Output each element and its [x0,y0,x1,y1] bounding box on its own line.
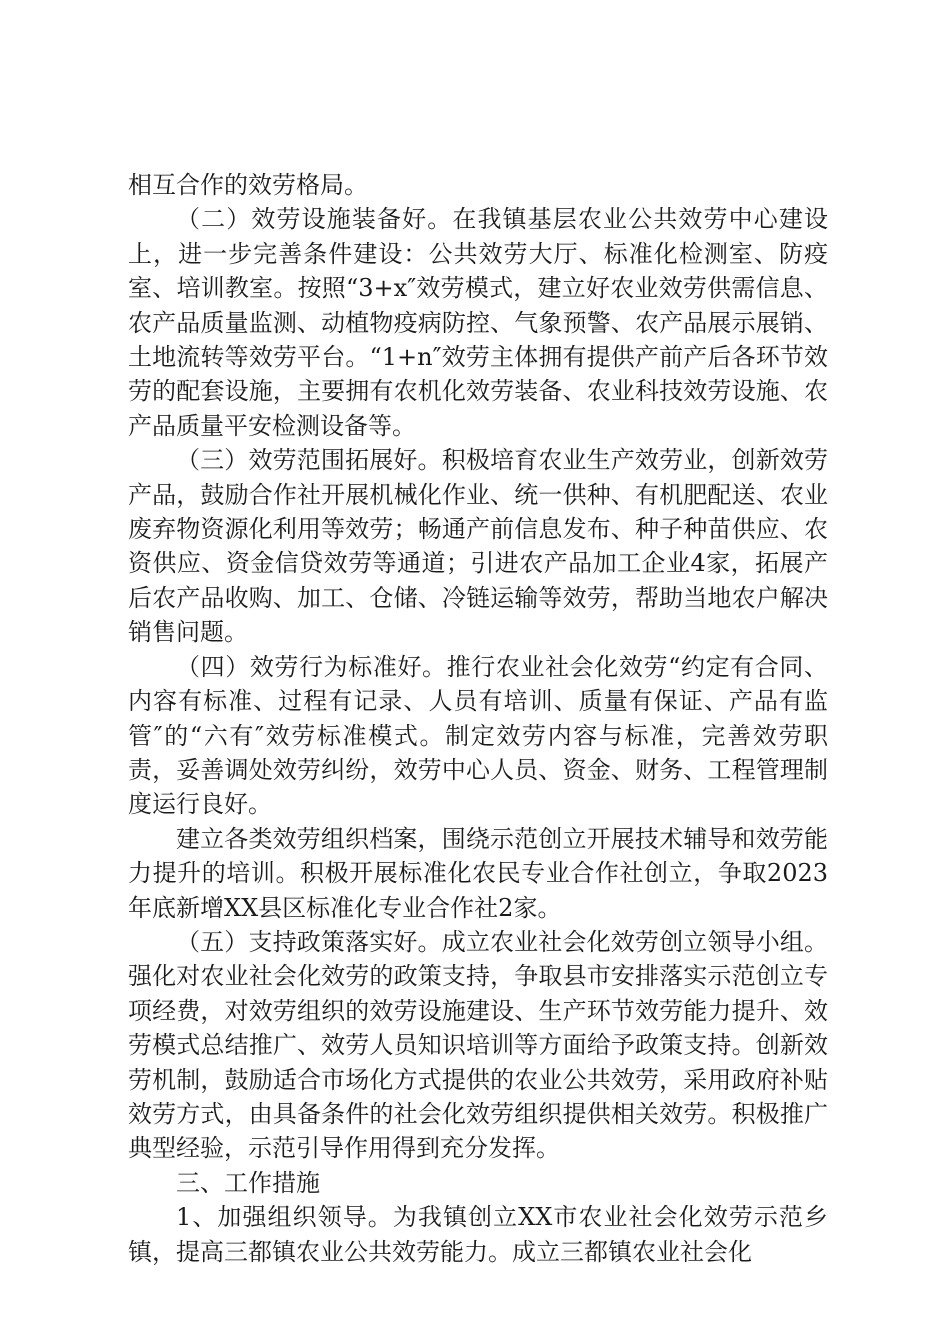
paragraph-organization: 1、加强组织领导。为我镇创立XX市农业社会化效劳示范乡镇，提高三都镇农业公共效劳能力。成立三都镇农业社会化 [128,1203,828,1266]
document-body [128,168,828,1269]
paragraph-continuation: 相互合作的效劳格局。 [128,171,368,199]
paragraph-policy-support: （五）支持政策落实好。成立农业社会化效劳创立领导小组。强化对农业社会化效劳的政策支持，争取县市安排落实示范创立专项经费，对效劳组织的效劳设施建设、生产环节效劳能力提升、效劳模式总结推广、效劳人员知识培训等方面给予政策支持。创新效劳机制，鼓励适合市场化方式提供的农业公共效劳，采用政府补贴效劳方式，由具备条件的社会化效劳组织提供相关效劳。积极推广典型经验，示范引导作用得到充分发挥。 [128,927,828,1163]
section-heading-measures: 三、工作措施 [176,1168,320,1197]
paragraph-service-scope: （三）效劳范围拓展好。积极培育农业生产效劳业，创新效劳产品，鼓励合作社开展机械化作业、统一供种、有机肥配送、农业废弃物资源化利用等效劳；畅通产前信息发布、种子种苗供应、农资供应、资金信贷效劳等通道；引进农产品加工企业4家，拓展产后农产品收购、加工、仓储、冷链运输等效劳，帮助当地农户解决销售问题。 [128,446,828,647]
paragraph-service-standards: （四）效劳行为标准好。推行农业社会化效劳“约定有合同、内容有标准、过程有记录、人员有培训、质量有保证、产品有监管″的“六有″效劳标准模式。制定效劳内容与标准，完善效劳职责，妥善调处效劳纠纷，效劳中心人员、资金、财务、工程管理制度运行良好。 [128,652,828,819]
paragraph-service-archives: 建立各类效劳组织档案，围绕示范创立开展技术辅导和效劳能力提升的培训。积极开展标准化农民专业合作社创立，争取2023年底新增XX县区标准化专业合作社2家。 [128,824,828,922]
paragraph-facilities: （二）效劳设施装备好。在我镇基层农业公共效劳中心建设上，进一步完善条件建设：公共效劳大厅、标准化检测室、防疫室、培训教室。按照“3+x″效劳模式，建立好农业效劳供需信息、农产品质量监测、动植物疫病防控、气象预警、农产品展示展销、土地流转等效劳平台。“1+n″效劳主体拥有提供产前产后各环节效劳的配套设施，主要拥有农机化效劳装备、农业科技效劳设施、农产品质量平安检测设备等。 [128,205,828,440]
